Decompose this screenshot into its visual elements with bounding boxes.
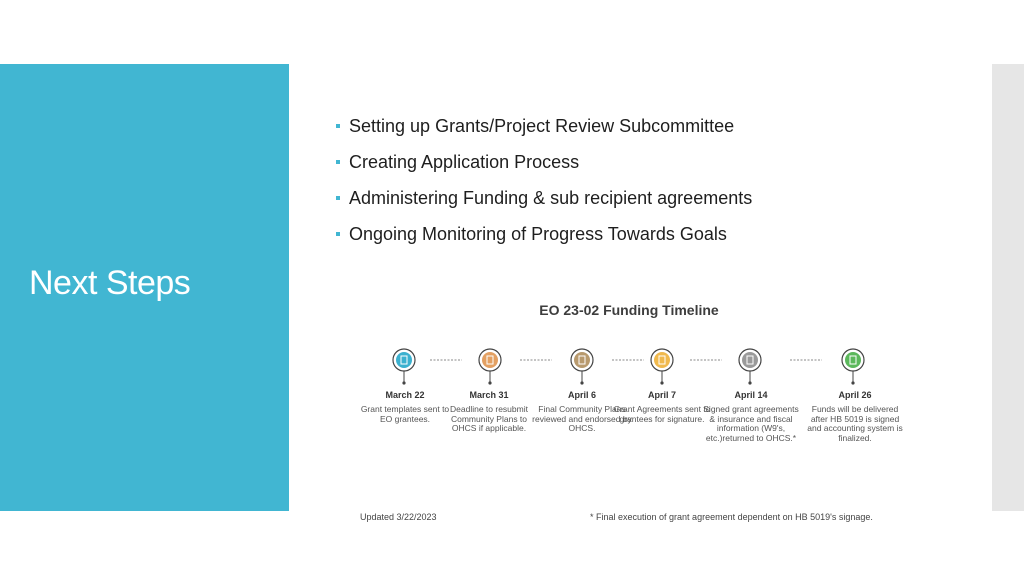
bullet-item: Setting up Grants/Project Review Subcommittee <box>336 112 936 148</box>
milestone-marker <box>842 349 864 385</box>
milestone-date: March 31 <box>469 390 509 400</box>
bullet-list <box>336 112 936 256</box>
marker-tip <box>851 381 854 384</box>
right-edge-strip <box>992 64 1024 511</box>
milestone-date: April 6 <box>567 390 596 400</box>
papers-icon <box>742 352 758 368</box>
updated-note: Updated 3/22/2023 <box>360 512 437 522</box>
bullet-item: Ongoing Monitoring of Progress Towards Goals <box>336 220 936 256</box>
marker-tip <box>488 381 491 384</box>
milestone-description: Grant Agreements sent to grantees for signature. <box>613 404 711 424</box>
milestone-date: April 14 <box>734 390 768 400</box>
check-icon <box>574 352 590 368</box>
marker-tip <box>748 381 751 384</box>
milestone-marker <box>571 349 593 385</box>
milestone-date: April 7 <box>647 390 676 400</box>
milestone-description: Grant templates sent to EO grantees. <box>360 404 450 424</box>
milestone-description: Final Community Plans reviewed and endorsed by OHCS. <box>532 404 632 433</box>
marker-tip <box>580 381 583 384</box>
milestone-marker <box>739 349 761 385</box>
marker-tip <box>660 381 663 384</box>
document-icon <box>396 352 412 368</box>
slide-title: Next Steps <box>29 264 191 302</box>
milestone-description: Funds will be delivered after HB 5019 is signed and accounting system is finalized. <box>807 404 903 443</box>
clipboard-icon <box>482 352 498 368</box>
dollar-icon <box>845 352 861 368</box>
timeline-markers <box>393 349 864 385</box>
milestone-description: Deadline to resubmit Community Plans to OHCS if applicable. <box>450 404 528 433</box>
timeline-graphic <box>360 340 900 386</box>
bullet-item: Creating Application Process <box>336 148 936 184</box>
milestone-date: April 26 <box>838 390 872 400</box>
marker-tip <box>402 381 405 384</box>
milestone-marker <box>651 349 673 385</box>
timeline-title: EO 23-02 Funding Timeline <box>539 302 719 318</box>
milestone-marker <box>393 349 415 385</box>
envelope-icon <box>654 352 670 368</box>
milestone-date: March 22 <box>385 390 425 400</box>
footnote: * Final execution of grant agreement dependent on HB 5019's signage. <box>590 512 873 522</box>
milestone-description: Signed grant agreements & insurance and fiscal information (W9's, etc.)returned to OHCS.* <box>703 404 799 443</box>
milestone-marker <box>479 349 501 385</box>
bullet-item: Administering Funding & sub recipient agreements <box>336 184 936 220</box>
